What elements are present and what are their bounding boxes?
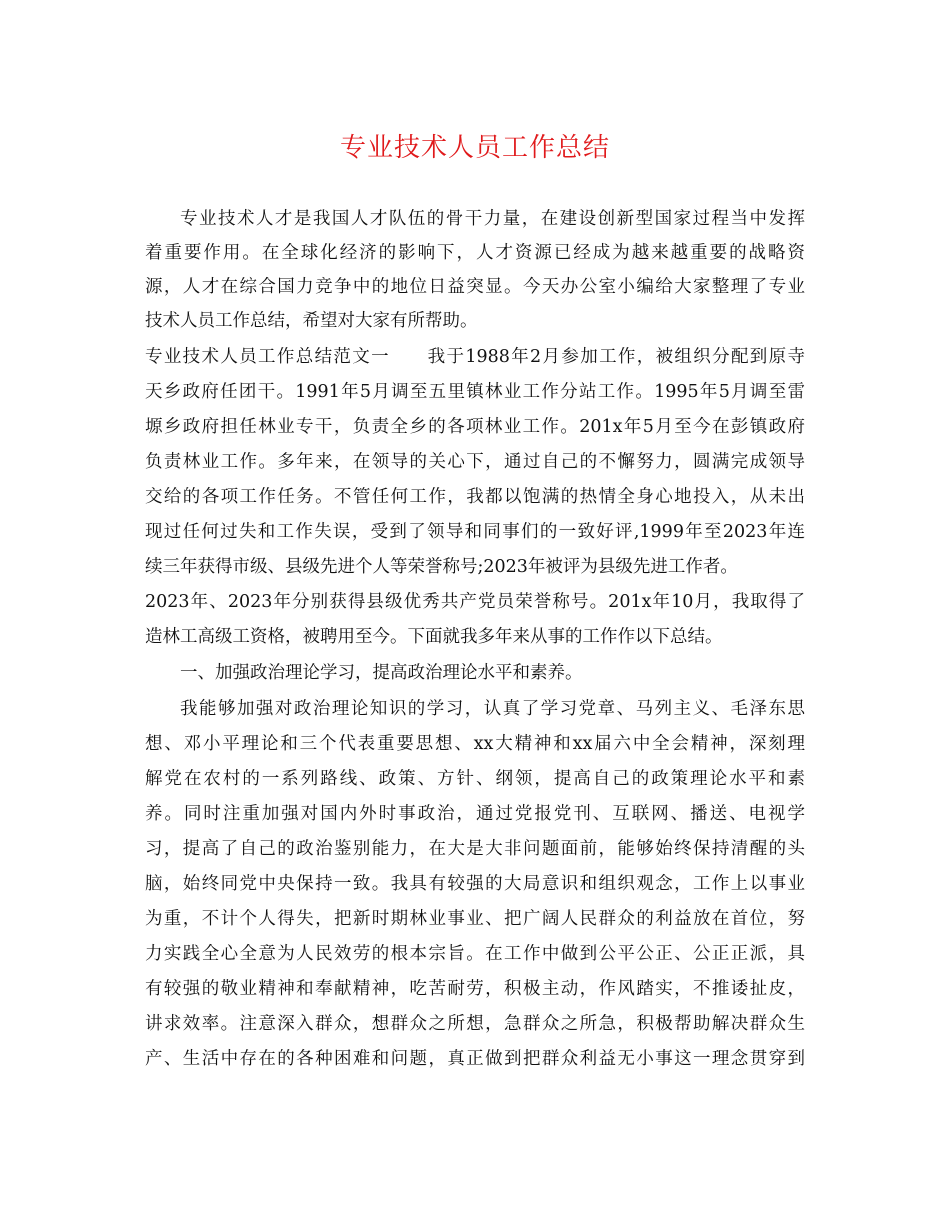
paragraph-line: 解党在农村的一系列路线、政策、方针、纲领，提高自己的政策理论水平和素: [145, 769, 805, 789]
paragraph-line: 脑，始终同党中央保持一致。我具有较强的大局意识和组织观念，工作上以事业: [145, 874, 805, 894]
paragraph-line: 源，人才在综合国力竞争中的地位日益突显。今天办公室小编给大家整理了专业: [145, 277, 805, 297]
paragraph-line: 我能够加强对政治理论知识的学习，认真了学习党章、马列主义、毛泽东思: [180, 699, 805, 719]
paragraph-line: 养。同时注重加强对国内外时事政治，通过党报党刊、互联网、播送、电视学: [145, 804, 805, 824]
paragraph-line: 2023年、2023年分别获得县级优秀共产党员荣誉称号。201x年10月，我取得了: [145, 592, 805, 612]
paragraph-line: 天乡政府任团干。1991年5月调至五里镇林业工作分站工作。1995年5月调至雷: [145, 382, 805, 402]
document-title: 专业技术人员工作总结: [339, 133, 610, 163]
paragraph-line: 专业技术人员工作总结范文一 我于1988年2月参加工作，被组织分配到原寺: [145, 347, 805, 367]
paragraph-line: 塬乡政府担任林业专干，负责全乡的各项林业工作。201x年5月至今在彭镇政府: [145, 417, 805, 437]
paragraph-line: 造林工高级工资格，被聘用至今。下面就我多年来从事的工作作以下总结。: [145, 627, 723, 647]
paragraph-line: 现过任何过失和工作失误，受到了领导和同事们的一致好评,1999年至2023年连: [145, 522, 805, 542]
paragraph-line: 讲求效率。注意深入群众，想群众之所想，急群众之所急，积极帮助解决群众生: [145, 1014, 805, 1034]
paragraph-line: 想、邓小平理论和三个代表重要思想、xx大精神和xx届六中全会精神，深刻理: [145, 734, 805, 754]
paragraph-line: 产、生活中存在的各种困难和问题，真正做到把群众利益无小事这一理念贯穿到: [145, 1049, 805, 1069]
paragraph-line: 技术人员工作总结，希望对大家有所帮助。: [145, 311, 478, 331]
paragraph-line: 有较强的敬业精神和奉献精神，吃苦耐劳，积极主动，作风踏实，不推诿扯皮，: [145, 979, 805, 999]
paragraph-line: 力实践全心全意为人民效劳的根本宗旨。在工作中做到公平公正、公正正派，具: [145, 944, 805, 964]
paragraph-line: 续三年获得市级、县级先进个人等荣誉称号;2023年被评为县级先进工作者。: [145, 557, 738, 577]
paragraph-line: 习，提高了自己的政治鉴别能力，在大是大非问题面前，能够始终保持清醒的头: [145, 839, 805, 859]
paragraph-line: 交给的各项工作任务。不管任何工作，我都以饱满的热情全身心地投入，从未出: [145, 487, 805, 507]
paragraph-line: 为重，不计个人得失，把新时期林业事业、把广阔人民群众的利益放在首位，努: [145, 909, 805, 929]
section-heading: 一、加强政治理论学习，提高政治理论水平和素养。: [180, 663, 583, 683]
paragraph-line: 专业技术人才是我国人才队伍的骨干力量，在建设创新型国家过程当中发挥: [180, 209, 805, 229]
paragraph-line: 负责林业工作。多年来，在领导的关心下，通过自己的不懈努力，圆满完成领导: [145, 452, 805, 472]
paragraph-line: 着重要作用。在全球化经济的影响下，人才资源已经成为越来越重要的战略资: [145, 243, 805, 263]
